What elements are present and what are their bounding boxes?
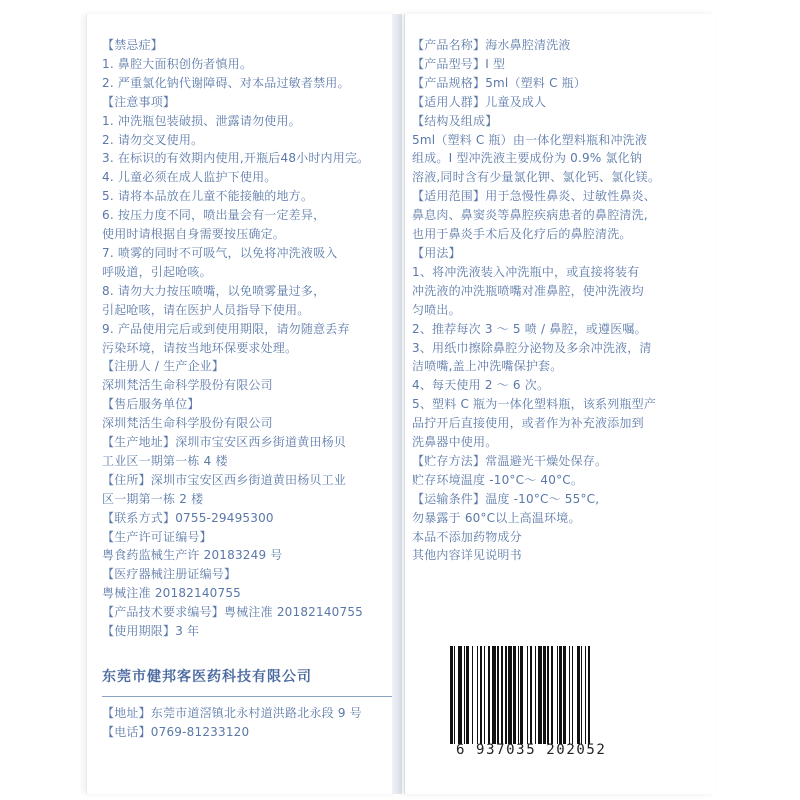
text-line: 【生产许可证编号】 [102,529,212,544]
text-line: 使用时请根据自身需要按压确定。 [102,227,286,242]
text-line: 区一期第一栋 2 楼 [102,491,204,506]
text-line: 本品不添加药物成分 [412,529,522,544]
text-line: 1. 鼻腔大面积创伤者慎用。 [102,56,253,71]
barcode-bar [581,646,582,744]
text-line: 引起呛咳，请在医护人员指导下使用。 [102,302,310,317]
barcode-bar [518,646,519,744]
text-line: 4、每天使用 2 ～ 6 次。 [412,378,550,393]
barcode-bar [492,646,496,744]
company-name: 东莞市健邦客医药科技有限公司 [102,669,312,685]
barcode-bar [585,646,586,744]
text-line: 【适用范围】用于急慢性鼻炎、过敏性鼻炎、 [412,189,657,204]
divider [102,696,392,697]
text-line: 【结构及组成】 [412,113,498,128]
text-line: 8. 请勿大力按压喷嘴，以免喷雾量过多， [102,283,326,298]
text-line: 也用于鼻炎手术后及化疗后的鼻腔清洗。 [412,227,632,242]
barcode-bar [547,646,548,744]
text-line: 【运输条件】温度 -10°C～ 55°C, [412,491,600,506]
barcode [450,646,632,744]
barcode-bar [543,646,546,744]
barcode-bar [577,646,580,744]
address-line: 【地址】东莞市道滘镇北永村道洪路北永段 9 号 [102,706,362,720]
text-line: 贮存环境温度 -10°C～ 40°C。 [412,472,584,487]
barcode-bar [458,646,462,744]
barcode-bar [454,646,455,744]
text-line: 品拧开后直接使用，或者作为补充液添加到 [412,416,644,431]
barcode-bar [588,646,591,744]
text-line: 【售后服务单位】 [102,397,200,412]
barcode-bar [497,646,498,744]
contact-block [102,704,392,742]
text-line: 【生产地址】深圳市宝安区西乡街道黄田杨贝 [102,435,347,450]
text-line: 【禁忌症】 [102,38,164,52]
text-line: 5ml（塑料 C 瓶）由一体化塑料瓶和冲洗液 [412,132,648,147]
barcode-bar [569,646,570,744]
barcode-bar [480,646,483,744]
text-line: 洗鼻器中使用。 [412,435,498,450]
barcode-bar [538,646,542,744]
text-line: 9. 产品使用完后或到使用期限，请勿随意丢弃 [102,321,350,336]
text-line: 鼻息肉、鼻窦炎等鼻腔疾病患者的鼻腔清洗, [412,208,648,223]
text-line: 6. 按压力度不同，喷出量会有一定差异， [102,208,326,223]
text-line: 【适用人群】儿童及成人 [412,94,547,109]
text-line: 2. 严重氯化钠代谢障碍、对本品过敏者禁用。 [102,75,350,90]
text-line: 【产品名称】海水鼻腔清洗液 [412,38,571,52]
text-line: 粤食药监械生产许 20183249 号 [102,548,283,563]
text-line: 组成。I 型冲洗液主要成份为 0.9% 氯化钠 [412,151,643,166]
barcode-bar [530,646,533,744]
text-line: 7. 喷雾的同时不可吸气，以免将冲洗液吸入 [102,245,338,260]
text-line: 1. 冲洗瓶包装破损、泄露请勿使用。 [102,113,301,128]
text-line: 【产品技术要求编号】粤械注准 20182140755 [102,605,363,620]
text-line: 勿暴露于 60°C以上高温环境。 [412,510,581,525]
text-line: 冲洗液的冲洗瓶喷嘴对准鼻腔，使冲洗液均 [412,283,644,298]
text-line: 3、用纸巾擦除鼻腔分泌物及多余冲洗液，清 [412,340,652,355]
barcode-bar [464,646,465,744]
barcode-bar [563,646,566,744]
text-line: 深圳梵活生命科学股份有限公司 [102,416,273,431]
text-line: 【联系方式】0755-29495300 [102,510,274,525]
text-line: 呼吸道，引起呛咳。 [102,264,212,279]
barcode-bar [557,646,558,744]
text-line: 【医疗器械注册证编号】 [102,567,237,582]
text-line: 【住所】深圳市宝安区西乡街道黄田杨贝工业 [102,472,347,487]
text-line: 5、塑料 C 瓶为一体化塑料瓶，该系列瓶型产 [412,397,657,412]
text-line: 【使用期限】3 年 [102,624,200,639]
text-line: 溶液,同时含有少量氯化钾、氯化钙、氯化镁。 [412,170,661,185]
text-line: 3. 在标识的有效期内使用,开瓶后48小时内用完。 [102,151,370,166]
text-line: 2. 请勿交叉使用。 [102,132,204,147]
barcode-bar [466,646,469,744]
text-line: 2、推荐每次 3 ～ 5 喷 / 鼻腔，或遵医嘱。 [412,321,647,336]
barcode-bar [559,646,562,744]
text-line: 洁喷嘴,盖上冲洗嘴保护套。 [412,359,563,374]
barcode-bar [488,646,491,744]
barcode-number: 6 937035 202052 [456,742,607,758]
text-line: 匀喷出。 [412,302,461,317]
text-line: 5. 请将本品放在儿童不能接触的地方。 [102,189,314,204]
text-line: 【产品规格】5ml（塑料 C 瓶） [412,75,587,90]
barcode-bar [501,646,502,744]
text-line: 【贮存方法】常温避光干燥处保存。 [412,453,608,468]
text-line: 【注册人 / 生产企业】 [102,359,225,374]
text-line: 其他内容详见说明书 [412,548,522,563]
barcode-bar [508,646,512,744]
barcode-bar [450,646,453,744]
text-line: 深圳梵活生命科学股份有限公司 [102,378,273,393]
text-line: 4. 儿童必须在成人监护下使用。 [102,170,277,185]
barcode-bar [551,646,552,744]
right-text-block [412,36,702,565]
barcode-bar [505,646,506,744]
text-line: 【用法】 [412,245,461,260]
text-line: 1、将冲洗液装入冲洗瓶中，或直接将装有 [412,264,640,279]
phone-line: 【电话】0769-81233120 [102,724,250,739]
text-line: 粤械注准 20182140755 [102,586,241,601]
barcode-bar [520,646,523,744]
barcode-bar [513,646,516,744]
left-text-block [102,36,397,641]
barcode-bar [535,646,536,744]
text-line: 【注意事项】 [102,94,176,109]
barcode-bar [527,646,528,744]
barcode-bar [477,646,478,744]
text-line: 工业区一期第一栋 4 楼 [102,453,228,468]
barcode-bar [572,646,573,744]
text-line: 【产品型号】I 型 [412,56,506,71]
barcode-bar [484,646,485,744]
text-line: 污染环境，请按当地环保要求处理。 [102,340,298,355]
barcode-bar [472,646,473,744]
